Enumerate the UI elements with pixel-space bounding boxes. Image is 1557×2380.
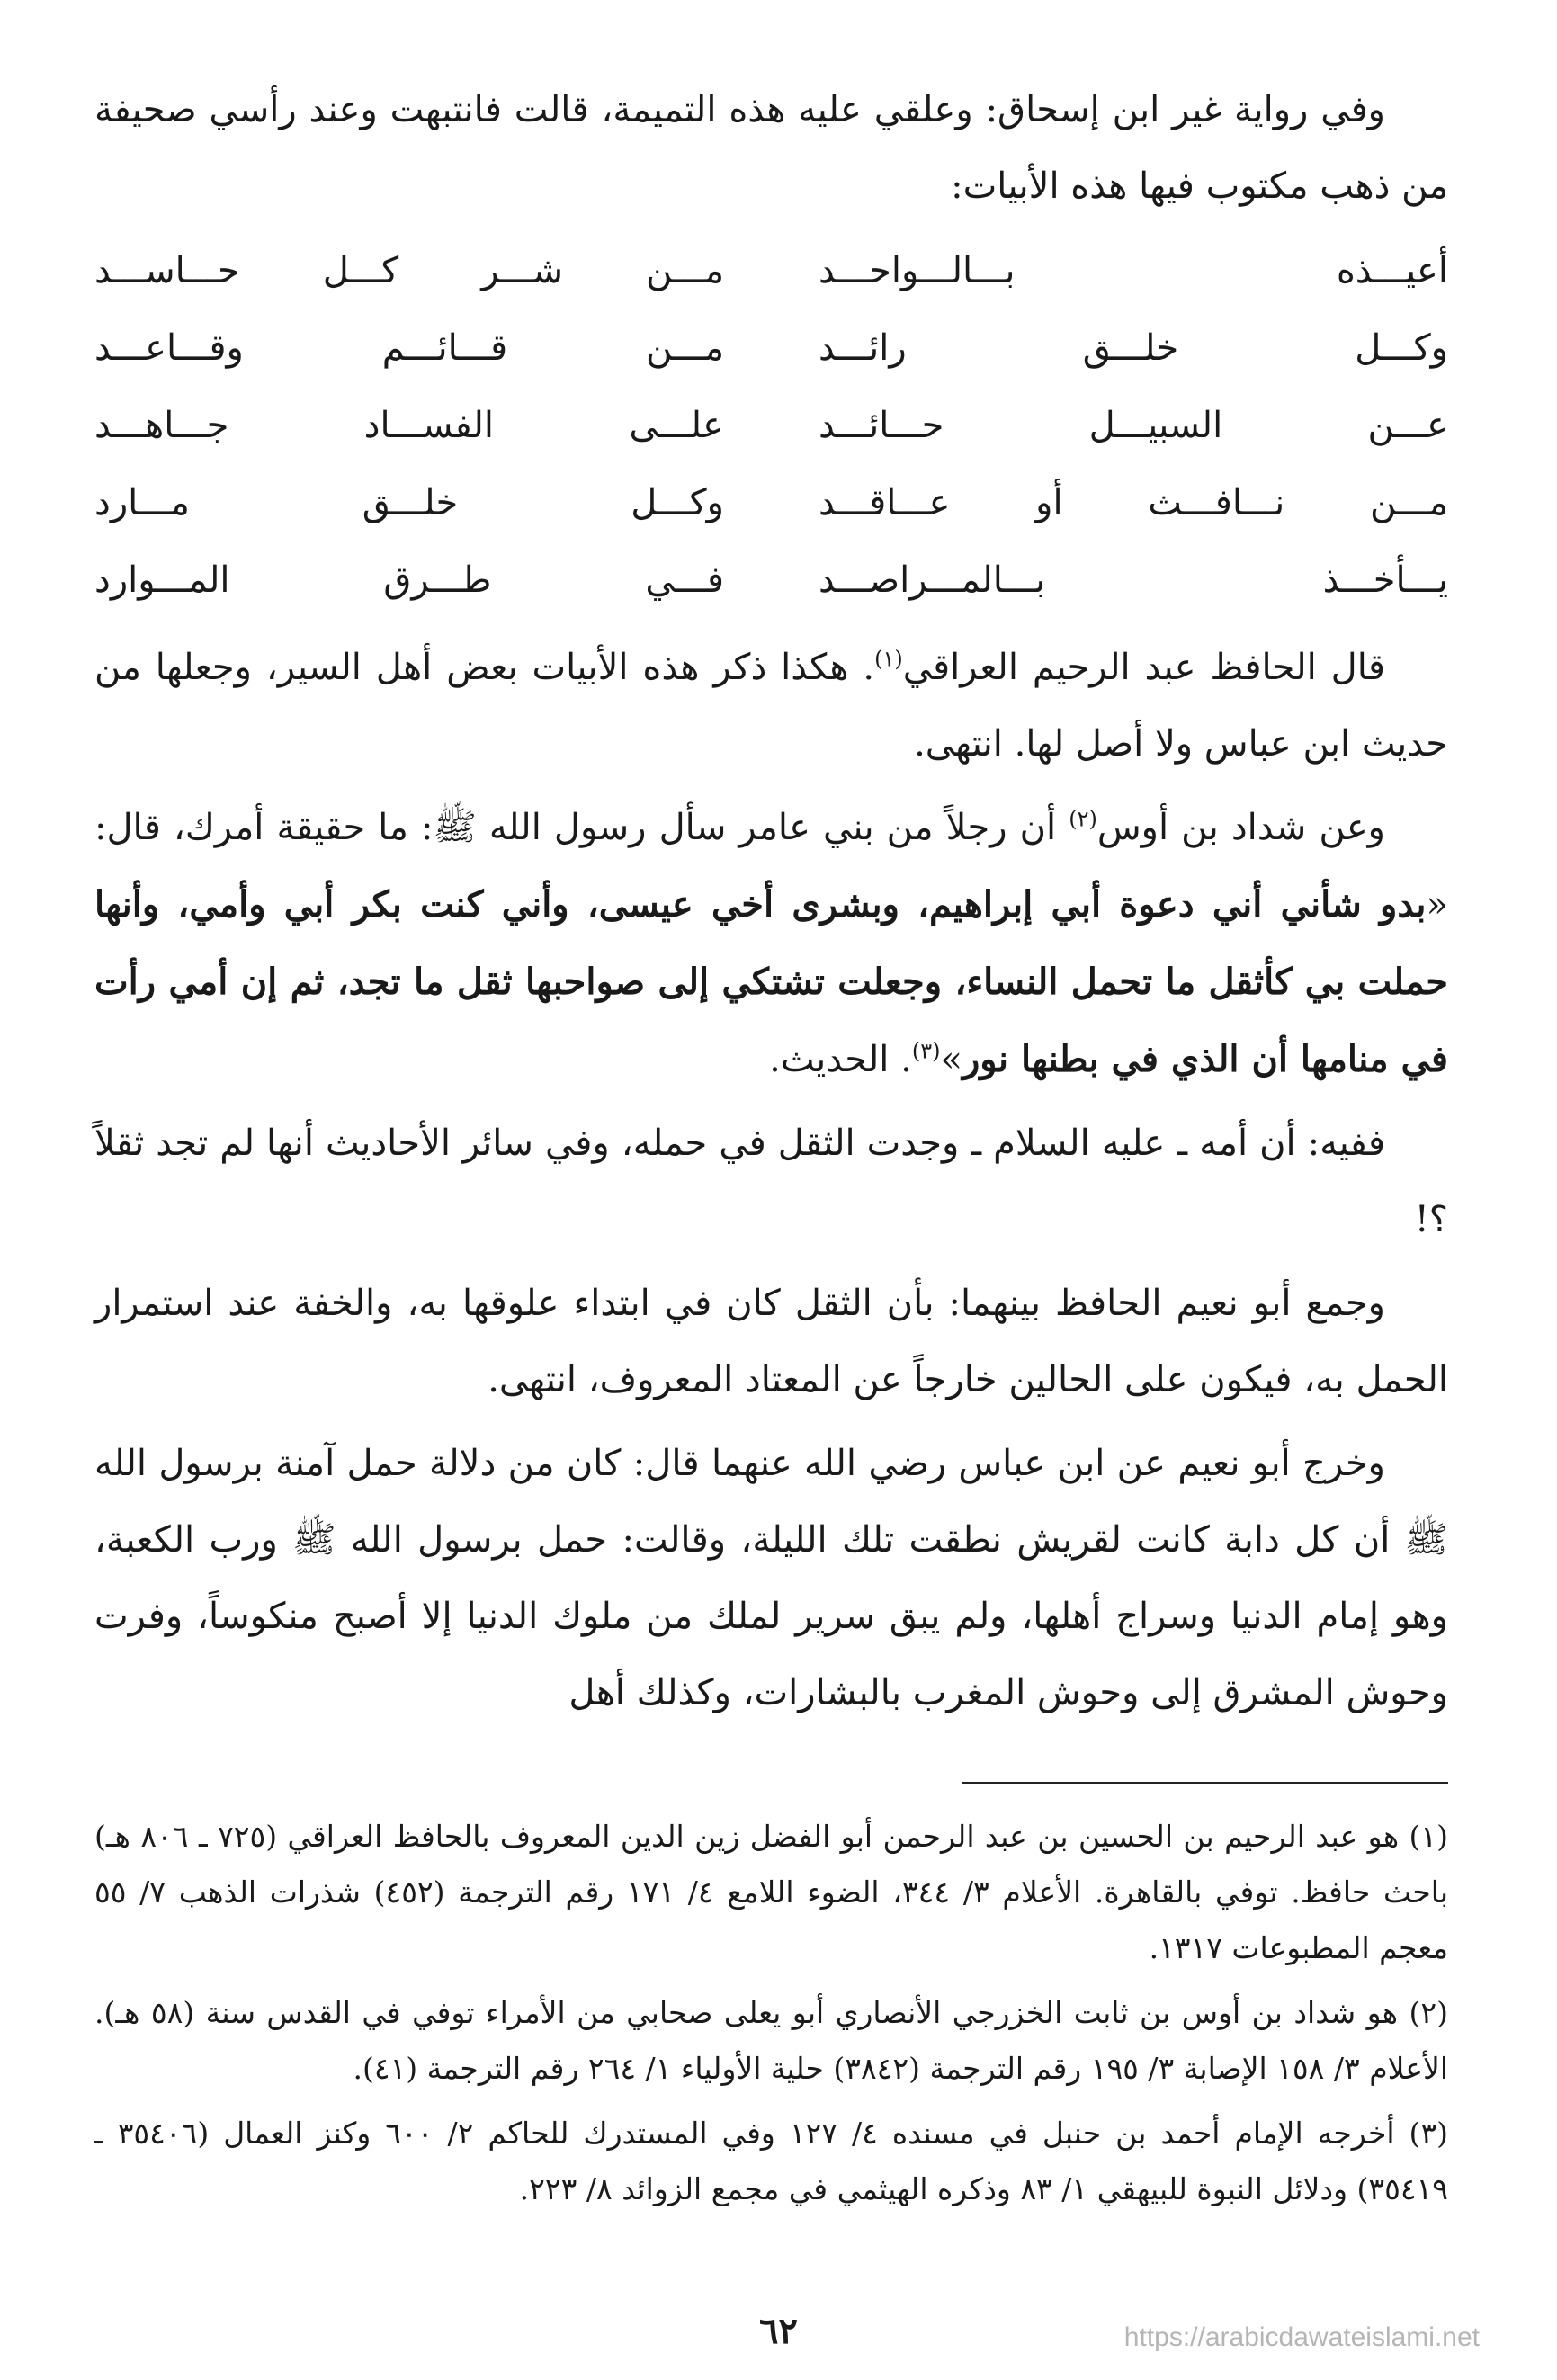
paragraph-text: أن رجلاً من بني عامر سأل رسول الله ﷺ: ما حقيقة أمرك، قال: « — [94, 807, 1448, 926]
poem-verse — [94, 387, 1448, 464]
poem-hemistich-right: عـــن السبيـــل حـــائـــد — [819, 405, 1448, 446]
poem-verse — [94, 464, 1448, 541]
poem — [94, 232, 1448, 619]
paragraph-hadith — [94, 790, 1448, 1098]
poem-hemistich-right: أعيـــذه بـــالـــواحـــد — [819, 250, 1448, 291]
paragraph-weight: ففيه: أن أمه ـ عليه السلام ـ وجدت الثقل في حمله، وفي سائر الأحاديث أنها لم تجد ثقلاً ؟! — [94, 1123, 1448, 1240]
footnote-2: (٢) هو شداد بن أوس بن ثابت الخزرجي الأنصاري أبو يعلى صحابي من الأمراء توفي في القدس سنة (٥٨ هـ). الأعلام ٣/ ١٥٨ الإصابة ٣/ ١٩٥ رقم الترجمة (٣٨٤٢) حلية الأولياء ١/ ٢٦٤ رقم الترجمة (٤١). — [94, 1995, 1448, 2086]
poem-verse — [94, 232, 1448, 309]
page-body — [94, 72, 1448, 2226]
intro-line-2: صحيفة من ذهب مكتوب فيها هذه الأبيات: — [94, 89, 1448, 207]
paragraph-ibn-abbas: وخرج أبو نعيم عن ابن عباس رضي الله عنهما قال: كان من دلالة حمل آمنة برسول الله ﷺ أن كل دابة كانت لقريش نطقت تلك الليلة، وقالت: حمل برسول الله ﷺ ورب الكعبة، وهو إمام الدنيا وسراج أهلها، ولم يبق سرير لملك من ملوك الدنيا إلا أصبح منكوساً، وفرت وحوش المشرق إلى وحوش المغرب بالبشارات، وكذلك أهل — [94, 1443, 1448, 1713]
watermark-url: https://arabicdawateislami.net — [1123, 2322, 1480, 2352]
paragraph-text: . هكذا ذكر هذه الأبيات بعض أهل السير، وجعلها من حديث ابن عباس ولا أصل لها. انتهى. — [94, 647, 1448, 765]
page-number: ٦٢ — [759, 2310, 798, 2352]
footnote-separator — [962, 1782, 1448, 1784]
footnote-ref-2[interactable]: (٢) — [1069, 806, 1097, 832]
hadith-quote: بدو شأني أني دعوة أبي إبراهيم، وبشرى أخي عيسى، وأني كنت بكر أبي وأمي، وأنها حملت بي كأثقل ما تحمل النساء، وجعلت تشتكي إلى صواحبها ثقل ما تجد، ثم إن أمي رأت في منامها أن الذي في بطنها نور — [94, 883, 1448, 1080]
paragraph-text: وعن شداد بن أوس — [1096, 807, 1385, 848]
poem-hemistich-left: علـــى الفســـاد جـــاهـــد — [94, 405, 724, 446]
paragraph-iraqi — [94, 630, 1448, 783]
footnote-ref-3[interactable]: (٣) — [911, 1038, 941, 1064]
paragraph-abu-nuaym: وجمع أبو نعيم الحافظ بينهما: بأن الثقل كان في ابتداء علوقها به، والخفة عند استمرار الحمل به، فيكون على الحالين خارجاً عن المعتاد المعروف، انتهى. — [94, 1283, 1448, 1400]
paragraph-text: . الحديث. — [769, 1039, 912, 1080]
poem-hemistich-right: مـــن نـــافـــث أو عـــاقـــد — [819, 482, 1448, 523]
poem-hemistich-right: يـــأخـــذ بـــالمـــراصـــد — [819, 559, 1448, 601]
footnote-1: (١) هو عبد الرحيم بن الحسين بن عبد الرحمن أبو الفضل زين الدين المعروف بالحافظ العراقي (٧٢٥ ـ ٨٠٦ هـ) باحث حافظ. توفي بالقاهرة. الأعلام ٣/ ٣٤٤، الضوء اللامع ٤/ ١٧١ رقم الترجمة (٤٥٢) شذرات الذهب ٧/ ٥٥ معجم المطبوعات ١٣١٧. — [94, 1819, 1449, 1965]
intro-paragraph — [94, 72, 1448, 225]
poem-hemistich-left: مـــن قـــائـــم وقـــاعـــد — [94, 327, 724, 369]
poem-hemistich-left: مـــن شـــر كـــل حـــاســـد — [94, 250, 724, 291]
quote-close: » — [940, 1039, 962, 1080]
poem-hemistich-left: فـــي طـــرق المـــوارد — [94, 559, 724, 601]
poem-verse — [94, 309, 1448, 387]
intro-line-1: وفي رواية غير ابن إسحاق: وعلقي عليه هذه التميمة، قالت فانتبهت وعند رأسي — [209, 89, 1385, 130]
poem-hemistich-right: وكـــل خلـــق رائـــد — [819, 327, 1448, 369]
footnote-ref-1[interactable]: (١) — [874, 646, 903, 672]
poem-hemistich-left: وكـــل خلـــق مـــارد — [94, 482, 724, 523]
poem-verse — [94, 541, 1448, 619]
paragraph-text: قال الحافظ عبد الرحيم العراقي — [902, 647, 1386, 688]
footnote-3: (٣) أخرجه الإمام أحمد بن حنبل في مسنده ٤/ ١٢٧ وفي المستدرك للحاكم ٢/ ٦٠٠ وكنز العمال (٣٥٤٠٦ ـ ٣٥٤١٩) ودلائل النبوة للبيهقي ١/ ٨٣ وذكره الهيثمي في مجمع الزوائد ٨/ ٢٢٣. — [94, 2116, 1449, 2206]
